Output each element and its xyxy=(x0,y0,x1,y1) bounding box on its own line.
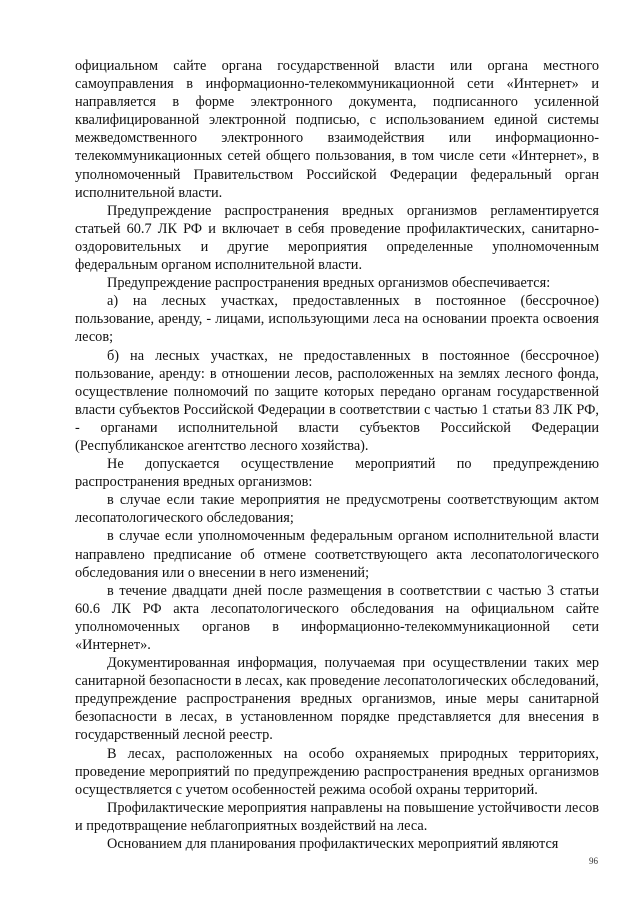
list-item-case-3: в течение двадцати дней после размещения в соответствии с частью 3 статьи 60.6 ЛК РФ акта лесопатологического обследования на официальном сайте уполномоченных органов в информационно-телекоммуникационной сети «Интернет». xyxy=(75,582,599,653)
paragraph-prevention-regulation: Предупреждение распространения вредных организмов регламентируется статьей 60.7 ЛК РФ и включает в себя проведение профилактических, санитарно-оздоровительных и другие мероприятия определенные уполномоченным федеральным органом исполнительной власти. xyxy=(75,202,599,274)
paragraph-not-allowed: Не допускается осуществление мероприятий по предупреждению распространения вредных организмов: xyxy=(75,456,599,491)
paragraph-prevention-provided: Предупреждение распространения вредных организмов обеспечивается: xyxy=(107,275,551,292)
page-number: 96 xyxy=(589,856,598,866)
list-item-b: б) на лесных участках, не предоставленных в постоянное (бессрочное) пользование, аренду: в отношении лесов, расположенных на землях лесного фонда, осуществление полномочий по защите которых передано органам государственной власти субъектов Российской Федерации в соответствии с частью 1 статьи 83 ЛК РФ, - органами исполнительной власти субъектов Российской Федерации (Республиканское агентство лесного хозяйства). xyxy=(75,347,599,454)
paragraph-continued: официальном сайте органа государственной власти или органа местного самоуправления в информационно-телекоммуникационной сети «Интернет» и направляется в форме электронного документа, подписанного усиленной квалифицированной электронной подписью, с использованием единой системы межведомственного электронного взаимодействия или информационно-телекоммуникационных сетей общего пользования, в том числе сети «Интернет», в уполномоченный Правительством Российской Федерации федеральный орган исполнительной власти. xyxy=(75,58,599,201)
document-body xyxy=(75,57,599,853)
paragraph-preventive-measures: Профилактические мероприятия направлены на повышение устойчивости лесов и предотвращение неблагоприятных воздействий на леса. xyxy=(75,799,599,834)
paragraph-planning-basis: Основанием для планирования профилактических мероприятий являются xyxy=(107,836,559,853)
paragraph-documented-info: Документированная информация, получаемая при осуществлении таких мер санитарной безопасности в лесах, как проведение лесопатологических обследований, предупреждение распространения вредных организмов, иные меры санитарной безопасности в лесах, в установленном порядке представляется для внесения в государственный лесной реестр. xyxy=(75,655,599,744)
list-item-a: а) на лесных участках, предоставленных в постоянное (бессрочное) пользование, аренду, - лицами, использующими леса на основании проекта освоения лесов; xyxy=(75,293,599,346)
list-item-case-1: в случае если такие мероприятия не предусмотрены соответствующим актом лесопатологического обследования; xyxy=(75,492,599,527)
list-item-case-2: в случае если уполномоченным федеральным органом исполнительной власти направлено предписание об отмене соответствующего акта лесопатологического обследования или о внесении в него изменений; xyxy=(75,528,599,581)
paragraph-protected-areas: В лесах, расположенных на особо охраняемых природных территориях, проведение мероприятий по предупреждению распространения вредных организмов осуществляется с учетом особенностей режима особой охраны территорий. xyxy=(75,745,599,798)
